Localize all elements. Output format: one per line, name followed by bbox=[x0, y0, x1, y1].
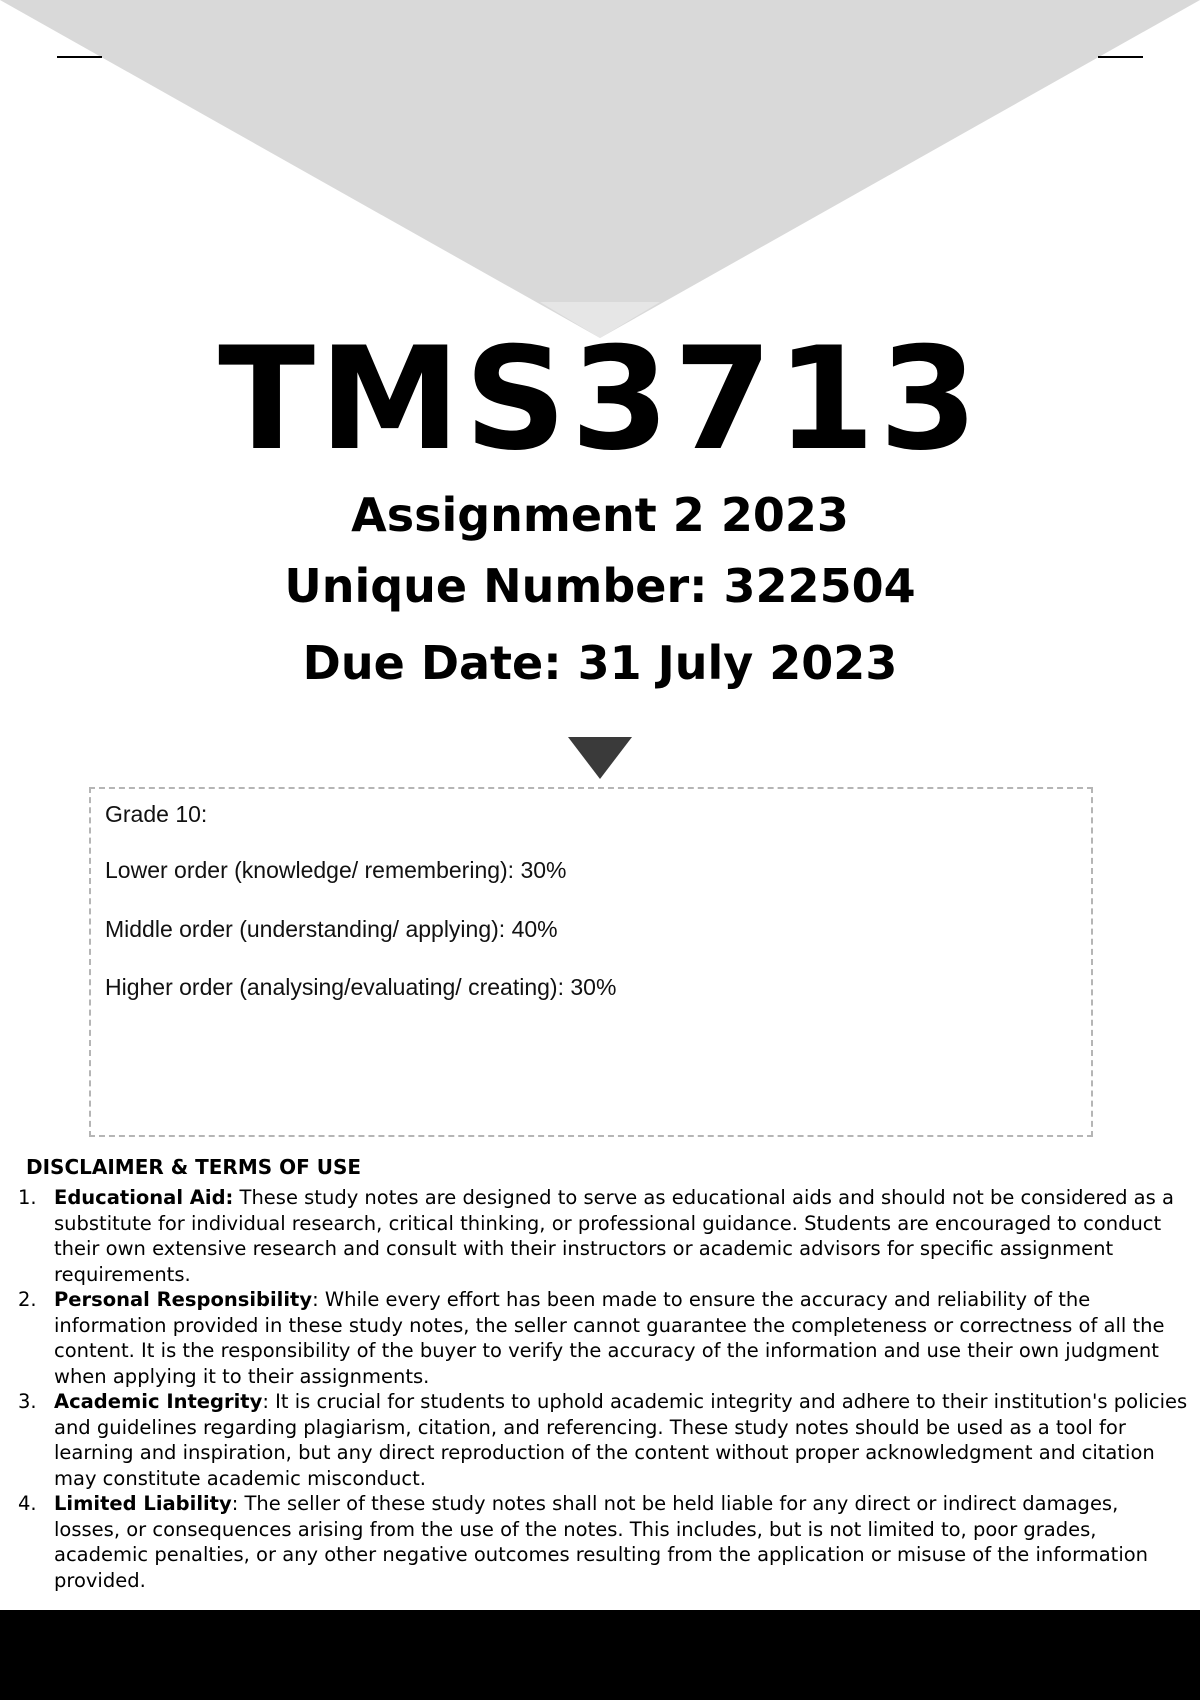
terms-list bbox=[0, 1185, 1200, 1593]
item-heading: Academic Integrity bbox=[54, 1390, 263, 1413]
disclaimer-title: DISCLAIMER & TERMS OF USE bbox=[26, 1155, 362, 1179]
course-code-title: TMS3713 bbox=[218, 317, 982, 482]
item-number: 1. bbox=[18, 1186, 37, 1209]
list-item bbox=[0, 1287, 1200, 1389]
item-text: : It is crucial for students to uphold academic integrity and adhere to their institution's policies and guidelines regarding plagiarism, citation, and referencing. These study notes should be used as a tool for learning and inspiration, but any direct reproduction of the content without proper acknowledgment and citation may constitute academic misconduct. bbox=[54, 1390, 1188, 1490]
list-item bbox=[0, 1491, 1200, 1593]
grade-heading: Grade 10: bbox=[105, 801, 208, 827]
item-text: These study notes are designed to serve as educational aids and should not be considered as a substitute for individual research, critical thinking, or professional guidance. Students are encouraged to conduct their own extensive research and consult with their instructors or academic advisors for specific assignment requirements. bbox=[54, 1186, 1174, 1286]
assignment-title: Assignment 2 2023 bbox=[351, 488, 849, 542]
item-heading: Personal Responsibility bbox=[54, 1288, 313, 1311]
item-text: : While every effort has been made to ensure the accuracy and reliability of the information provided in these study notes, the seller cannot guarantee the completeness or correctness of all the content. It is the responsibility of the buyer to verify the accuracy of the information and use their own judgment when applying it to their assignments. bbox=[54, 1288, 1165, 1388]
item-heading: Limited Liability bbox=[54, 1492, 232, 1515]
bottom-bar bbox=[0, 1610, 1200, 1700]
middle-order-weighting: Middle order (understanding/ applying): 40% bbox=[105, 916, 558, 942]
item-text: : The seller of these study notes shall not be held liable for any direct or indirect damages, losses, or consequences arising from the use of the notes. This includes, but is not limited to, poor grades, academic penalties, or any other negative outcomes resulting from the application or misuse of the information provided. bbox=[54, 1492, 1149, 1592]
down-triangle-icon bbox=[568, 737, 632, 779]
item-heading: Educational Aid: bbox=[54, 1186, 234, 1209]
item-number: 3. bbox=[18, 1390, 37, 1413]
top-chevron-decoration bbox=[0, 0, 1200, 340]
higher-order-weighting: Higher order (analysing/evaluating/ creating): 30% bbox=[105, 974, 617, 1000]
list-item bbox=[0, 1185, 1200, 1287]
unique-number: Unique Number: 322504 bbox=[284, 559, 916, 613]
item-number: 4. bbox=[18, 1492, 37, 1515]
item-number: 2. bbox=[18, 1288, 37, 1311]
lower-order-weighting: Lower order (knowledge/ remembering): 30% bbox=[105, 857, 567, 883]
list-item bbox=[0, 1389, 1200, 1491]
due-date: Due Date: 31 July 2023 bbox=[302, 636, 898, 690]
grade-weighting-box bbox=[89, 787, 1093, 1137]
